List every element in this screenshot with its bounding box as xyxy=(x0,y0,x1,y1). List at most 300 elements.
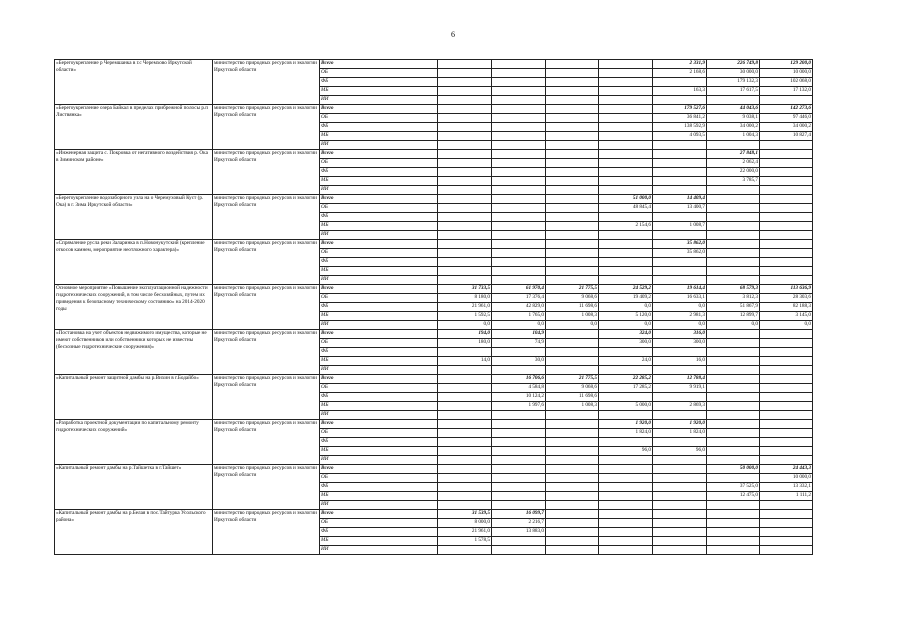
value-cell xyxy=(760,501,813,510)
funding-source: ИИ xyxy=(320,411,438,420)
value-cell xyxy=(438,492,492,501)
value-cell xyxy=(438,123,492,132)
executor: министерство природных ресурсов и экологии Иркутской области xyxy=(213,195,320,240)
funding-source: Всего xyxy=(320,375,438,384)
value-cell: 1 578,5 xyxy=(438,537,492,546)
value-cell xyxy=(438,132,492,141)
value-cell xyxy=(438,258,492,267)
value-cell xyxy=(760,204,813,213)
value-cell xyxy=(546,60,599,69)
value-cell xyxy=(760,546,813,555)
value-cell xyxy=(546,519,599,528)
value-cell xyxy=(760,159,813,168)
value-cell: 24 443,3 xyxy=(760,465,813,474)
funding-source: Всего xyxy=(320,510,438,519)
funding-source: МБ xyxy=(320,447,438,456)
value-cell xyxy=(599,465,653,474)
value-cell: 180,0 xyxy=(438,339,492,348)
value-cell xyxy=(546,366,599,375)
value-cell xyxy=(438,177,492,186)
value-cell: 51 000,0 xyxy=(599,195,653,204)
value-cell xyxy=(492,114,546,123)
value-cell xyxy=(438,438,492,447)
value-cell: 3 785,7 xyxy=(707,177,760,186)
value-cell xyxy=(438,96,492,105)
value-cell: 9 038,1 xyxy=(707,114,760,123)
page-number: 6 xyxy=(451,30,455,39)
value-cell xyxy=(492,168,546,177)
value-cell xyxy=(653,456,707,465)
value-cell: 14,0 xyxy=(438,357,492,366)
value-cell xyxy=(653,492,707,501)
value-cell xyxy=(599,177,653,186)
value-cell xyxy=(438,447,492,456)
value-cell xyxy=(546,96,599,105)
value-cell: 17 285,2 xyxy=(599,384,653,393)
funding-source: МБ xyxy=(320,312,438,321)
value-cell xyxy=(492,492,546,501)
value-cell xyxy=(438,375,492,384)
value-cell xyxy=(760,429,813,438)
table-row xyxy=(55,60,813,69)
measure-name: «Берегоукрепление озера Байкал в пределах прибрежной полосы р.п Листвянка» xyxy=(55,105,213,150)
funding-source: ИИ xyxy=(320,231,438,240)
value-cell xyxy=(546,222,599,231)
value-cell xyxy=(653,366,707,375)
value-cell xyxy=(760,177,813,186)
value-cell xyxy=(760,537,813,546)
value-cell xyxy=(492,537,546,546)
value-cell xyxy=(546,249,599,258)
value-cell: 34 000,2 xyxy=(707,123,760,132)
value-cell: 0,0 xyxy=(760,321,813,330)
measure-name: «Капитальный ремонт дамбы на р.Белая в пос.Тайтурка Усольского района» xyxy=(55,510,213,555)
value-cell xyxy=(546,546,599,555)
value-cell xyxy=(546,465,599,474)
measure-name: «Спрямление русла реки Заларинка в п.Новонукутский (крепление откосов камнем, мероприятие неотложного характера)» xyxy=(55,240,213,285)
value-cell xyxy=(707,402,760,411)
value-cell: 22 285,2 xyxy=(599,375,653,384)
value-cell xyxy=(599,231,653,240)
value-cell xyxy=(599,132,653,141)
value-cell xyxy=(653,348,707,357)
value-cell: 226 749,8 xyxy=(707,60,760,69)
executor: министерство природных ресурсов и экологии Иркутской области xyxy=(213,510,320,555)
value-cell xyxy=(653,510,707,519)
value-cell xyxy=(492,456,546,465)
value-cell: 3 812,3 xyxy=(707,294,760,303)
value-cell xyxy=(653,96,707,105)
value-cell: 68 579,3 xyxy=(707,285,760,294)
value-cell xyxy=(492,501,546,510)
value-cell xyxy=(599,537,653,546)
value-cell: 50 000,0 xyxy=(707,465,760,474)
value-cell: 97 446,0 xyxy=(760,114,813,123)
value-cell xyxy=(707,501,760,510)
value-cell xyxy=(546,456,599,465)
value-cell xyxy=(492,213,546,222)
value-cell xyxy=(546,177,599,186)
value-cell xyxy=(546,195,599,204)
funding-source: МБ xyxy=(320,222,438,231)
value-cell xyxy=(492,105,546,114)
value-cell xyxy=(707,366,760,375)
funding-source: ОБ xyxy=(320,69,438,78)
funding-source: ИИ xyxy=(320,186,438,195)
funding-source: МБ xyxy=(320,402,438,411)
value-cell xyxy=(492,177,546,186)
value-cell: 61 970,4 xyxy=(492,285,546,294)
value-cell: 74,9 xyxy=(492,339,546,348)
value-cell: 17 376,4 xyxy=(492,294,546,303)
value-cell xyxy=(546,411,599,420)
value-cell xyxy=(760,213,813,222)
funding-source: ОБ xyxy=(320,204,438,213)
funding-source: ИИ xyxy=(320,321,438,330)
value-cell xyxy=(760,384,813,393)
value-cell: 1 111,2 xyxy=(760,492,813,501)
value-cell xyxy=(492,546,546,555)
value-cell: 16 099,7 xyxy=(492,510,546,519)
value-cell xyxy=(546,339,599,348)
funding-source: ОБ xyxy=(320,429,438,438)
value-cell xyxy=(492,240,546,249)
value-cell: 37 525,0 xyxy=(707,483,760,492)
value-cell xyxy=(492,366,546,375)
value-cell xyxy=(438,456,492,465)
value-cell xyxy=(599,276,653,285)
value-cell xyxy=(599,150,653,159)
value-cell xyxy=(438,231,492,240)
value-cell: 1 997,6 xyxy=(492,402,546,411)
value-cell xyxy=(707,474,760,483)
measure-name: «Берегоукрепление водозаборного узла на о Черемуховый Куст (р. Ока) в г. Зима Иркутской области» xyxy=(55,195,213,240)
value-cell xyxy=(492,195,546,204)
budget-table xyxy=(54,59,813,555)
value-cell: 1 824,0 xyxy=(653,429,707,438)
value-cell: 129 200,0 xyxy=(760,60,813,69)
value-cell xyxy=(760,519,813,528)
measure-name: «Постановка на учет объектов недвижимого имущества, которые не имеют собственников или собственники которых не известны (бесхозные гидротехнические сооружения)» xyxy=(55,330,213,375)
value-cell xyxy=(438,105,492,114)
value-cell: 27 848,1 xyxy=(707,150,760,159)
value-cell xyxy=(599,528,653,537)
value-cell: 1 008,7 xyxy=(653,222,707,231)
value-cell: 2 154,6 xyxy=(599,222,653,231)
value-cell: 194,0 xyxy=(438,330,492,339)
value-cell xyxy=(599,159,653,168)
value-cell xyxy=(707,537,760,546)
table-row xyxy=(55,420,813,429)
value-cell xyxy=(599,60,653,69)
value-cell: 5 120,0 xyxy=(599,312,653,321)
funding-source: ФБ xyxy=(320,483,438,492)
value-cell: 0,0 xyxy=(492,321,546,330)
value-cell xyxy=(492,267,546,276)
funding-source: ОБ xyxy=(320,339,438,348)
funding-source: МБ xyxy=(320,537,438,546)
value-cell xyxy=(492,258,546,267)
funding-source: ОБ xyxy=(320,159,438,168)
value-cell xyxy=(546,114,599,123)
value-cell: 5 000,0 xyxy=(599,402,653,411)
value-cell xyxy=(438,186,492,195)
value-cell xyxy=(760,438,813,447)
value-cell xyxy=(599,366,653,375)
value-cell xyxy=(760,249,813,258)
funding-source: ФБ xyxy=(320,438,438,447)
value-cell xyxy=(707,393,760,402)
value-cell xyxy=(599,438,653,447)
value-cell xyxy=(546,510,599,519)
value-cell: 13 400,7 xyxy=(653,204,707,213)
value-cell xyxy=(438,222,492,231)
value-cell xyxy=(438,240,492,249)
table-row xyxy=(55,195,813,204)
value-cell xyxy=(599,78,653,87)
funding-source: ФБ xyxy=(320,123,438,132)
value-cell: 10 000,0 xyxy=(760,474,813,483)
value-cell: 4 093,5 xyxy=(653,132,707,141)
value-cell xyxy=(492,348,546,357)
value-cell xyxy=(546,240,599,249)
value-cell xyxy=(760,456,813,465)
value-cell xyxy=(760,357,813,366)
value-cell xyxy=(760,393,813,402)
funding-source: ФБ xyxy=(320,303,438,312)
value-cell xyxy=(492,186,546,195)
value-cell: 24 529,2 xyxy=(599,285,653,294)
value-cell xyxy=(653,213,707,222)
value-cell xyxy=(707,510,760,519)
value-cell xyxy=(546,204,599,213)
value-cell xyxy=(599,519,653,528)
value-cell xyxy=(599,267,653,276)
value-cell xyxy=(707,213,760,222)
measure-name: «Капитальный ремонт защитной дамбы на р.Вихин в г.Бодайбо» xyxy=(55,375,213,420)
value-cell: 10 000,0 xyxy=(760,69,813,78)
value-cell xyxy=(653,537,707,546)
value-cell xyxy=(546,213,599,222)
funding-source: ОБ xyxy=(320,249,438,258)
value-cell xyxy=(760,366,813,375)
value-cell xyxy=(492,150,546,159)
value-cell xyxy=(760,168,813,177)
value-cell xyxy=(492,276,546,285)
value-cell xyxy=(707,420,760,429)
value-cell: 316,0 xyxy=(653,330,707,339)
value-cell xyxy=(492,87,546,96)
value-cell: 13 883,0 xyxy=(492,528,546,537)
value-cell: 0,0 xyxy=(599,321,653,330)
value-cell xyxy=(438,141,492,150)
value-cell xyxy=(492,141,546,150)
funding-source: ИИ xyxy=(320,366,438,375)
value-cell xyxy=(707,339,760,348)
value-cell xyxy=(546,231,599,240)
value-cell xyxy=(492,429,546,438)
value-cell: 1 920,0 xyxy=(653,420,707,429)
value-cell xyxy=(492,411,546,420)
value-cell: 96,0 xyxy=(599,447,653,456)
measure-name: «Разработка проектной документации по капитальному ремонту гидротехнических сооружений» xyxy=(55,420,213,465)
value-cell xyxy=(546,447,599,456)
value-cell xyxy=(760,276,813,285)
funding-source: Всего xyxy=(320,240,438,249)
value-cell xyxy=(546,159,599,168)
value-cell: 34 000,2 xyxy=(760,123,813,132)
funding-source: ОБ xyxy=(320,519,438,528)
value-cell xyxy=(707,375,760,384)
value-cell: 1 824,0 xyxy=(599,429,653,438)
value-cell xyxy=(492,132,546,141)
funding-source: МБ xyxy=(320,132,438,141)
value-cell: 31 539,5 xyxy=(438,510,492,519)
value-cell xyxy=(546,537,599,546)
value-cell: 10 124,2 xyxy=(492,393,546,402)
value-cell xyxy=(707,96,760,105)
value-cell xyxy=(546,330,599,339)
value-cell xyxy=(653,483,707,492)
value-cell xyxy=(599,168,653,177)
value-cell: 11 698,6 xyxy=(546,303,599,312)
value-cell: 163,3 xyxy=(653,87,707,96)
measure-name: «Инженерная защита с. Покровка от негативного воздействия р. Ока в Зиминском районе» xyxy=(55,150,213,195)
value-cell xyxy=(599,546,653,555)
value-cell xyxy=(599,474,653,483)
value-cell xyxy=(599,141,653,150)
value-cell xyxy=(599,105,653,114)
value-cell xyxy=(546,429,599,438)
funding-source: ИИ xyxy=(320,141,438,150)
value-cell xyxy=(707,546,760,555)
value-cell xyxy=(546,483,599,492)
value-cell xyxy=(707,447,760,456)
value-cell xyxy=(653,528,707,537)
value-cell: 19 614,4 xyxy=(653,285,707,294)
value-cell: 44 043,6 xyxy=(707,105,760,114)
funding-source: Всего xyxy=(320,150,438,159)
value-cell: 104,9 xyxy=(492,330,546,339)
value-cell xyxy=(760,222,813,231)
value-cell: 21 775,5 xyxy=(546,285,599,294)
value-cell xyxy=(492,231,546,240)
value-cell xyxy=(546,528,599,537)
value-cell: 12 899,7 xyxy=(707,312,760,321)
value-cell xyxy=(438,213,492,222)
value-cell xyxy=(546,348,599,357)
value-cell xyxy=(760,447,813,456)
value-cell: 82 188,3 xyxy=(760,303,813,312)
value-cell xyxy=(546,276,599,285)
value-cell xyxy=(599,69,653,78)
value-cell xyxy=(438,159,492,168)
value-cell xyxy=(707,195,760,204)
table-row xyxy=(55,510,813,519)
funding-source: ОБ xyxy=(320,114,438,123)
value-cell xyxy=(760,510,813,519)
value-cell xyxy=(707,186,760,195)
value-cell xyxy=(492,96,546,105)
value-cell xyxy=(760,375,813,384)
value-cell xyxy=(599,96,653,105)
value-cell: 1 008,3 xyxy=(546,312,599,321)
value-cell: 8 180,0 xyxy=(438,294,492,303)
value-cell xyxy=(760,186,813,195)
value-cell: 138 592,9 xyxy=(653,123,707,132)
funding-source: ФБ xyxy=(320,213,438,222)
value-cell: 1 008,3 xyxy=(546,402,599,411)
value-cell xyxy=(492,447,546,456)
table-row xyxy=(55,240,813,249)
measure-name: Основное мероприятие «Повышение эксплуатационной надежности гидротехнических сооружений, в том числе бесхозяйных, путем их приведения к безопасному техническому состоянию» на 2014-2020 годы xyxy=(55,285,213,330)
value-cell xyxy=(438,78,492,87)
value-cell xyxy=(492,60,546,69)
value-cell xyxy=(760,420,813,429)
value-cell xyxy=(653,141,707,150)
value-cell: 8 000,0 xyxy=(438,519,492,528)
value-cell xyxy=(438,393,492,402)
value-cell xyxy=(438,267,492,276)
table-row xyxy=(55,150,813,159)
value-cell: 179 527,6 xyxy=(653,105,707,114)
value-cell xyxy=(707,348,760,357)
value-cell xyxy=(599,240,653,249)
value-cell: 31 733,5 xyxy=(438,285,492,294)
value-cell xyxy=(599,258,653,267)
funding-source: Всего xyxy=(320,195,438,204)
value-cell: 300,0 xyxy=(599,339,653,348)
value-cell: 1 920,0 xyxy=(599,420,653,429)
funding-source: ИИ xyxy=(320,456,438,465)
executor: министерство природных ресурсов и экологии Иркутской области xyxy=(213,285,320,330)
value-cell: 0,0 xyxy=(546,321,599,330)
value-cell xyxy=(599,483,653,492)
value-cell xyxy=(492,69,546,78)
funding-source: ИИ xyxy=(320,546,438,555)
value-cell: 35 862,0 xyxy=(653,240,707,249)
value-cell: 17 132,0 xyxy=(760,87,813,96)
value-cell xyxy=(546,186,599,195)
value-cell xyxy=(438,402,492,411)
value-cell xyxy=(707,456,760,465)
value-cell: 12 788,4 xyxy=(653,375,707,384)
value-cell xyxy=(438,429,492,438)
value-cell: 51 867,9 xyxy=(707,303,760,312)
value-cell xyxy=(438,420,492,429)
value-cell xyxy=(438,150,492,159)
funding-source: ФБ xyxy=(320,168,438,177)
value-cell xyxy=(438,249,492,258)
table-row xyxy=(55,330,813,339)
value-cell xyxy=(546,105,599,114)
value-cell: 0,0 xyxy=(653,321,707,330)
value-cell xyxy=(438,384,492,393)
value-cell xyxy=(438,276,492,285)
value-cell xyxy=(707,519,760,528)
funding-source: Всего xyxy=(320,420,438,429)
value-cell xyxy=(438,501,492,510)
executor: министерство природных ресурсов и экологии Иркутской области xyxy=(213,330,320,375)
value-cell xyxy=(492,159,546,168)
value-cell xyxy=(438,204,492,213)
funding-source: Всего xyxy=(320,330,438,339)
value-cell xyxy=(438,465,492,474)
value-cell xyxy=(492,222,546,231)
value-cell xyxy=(707,249,760,258)
funding-source: МБ xyxy=(320,357,438,366)
value-cell: 1 004,3 xyxy=(707,132,760,141)
